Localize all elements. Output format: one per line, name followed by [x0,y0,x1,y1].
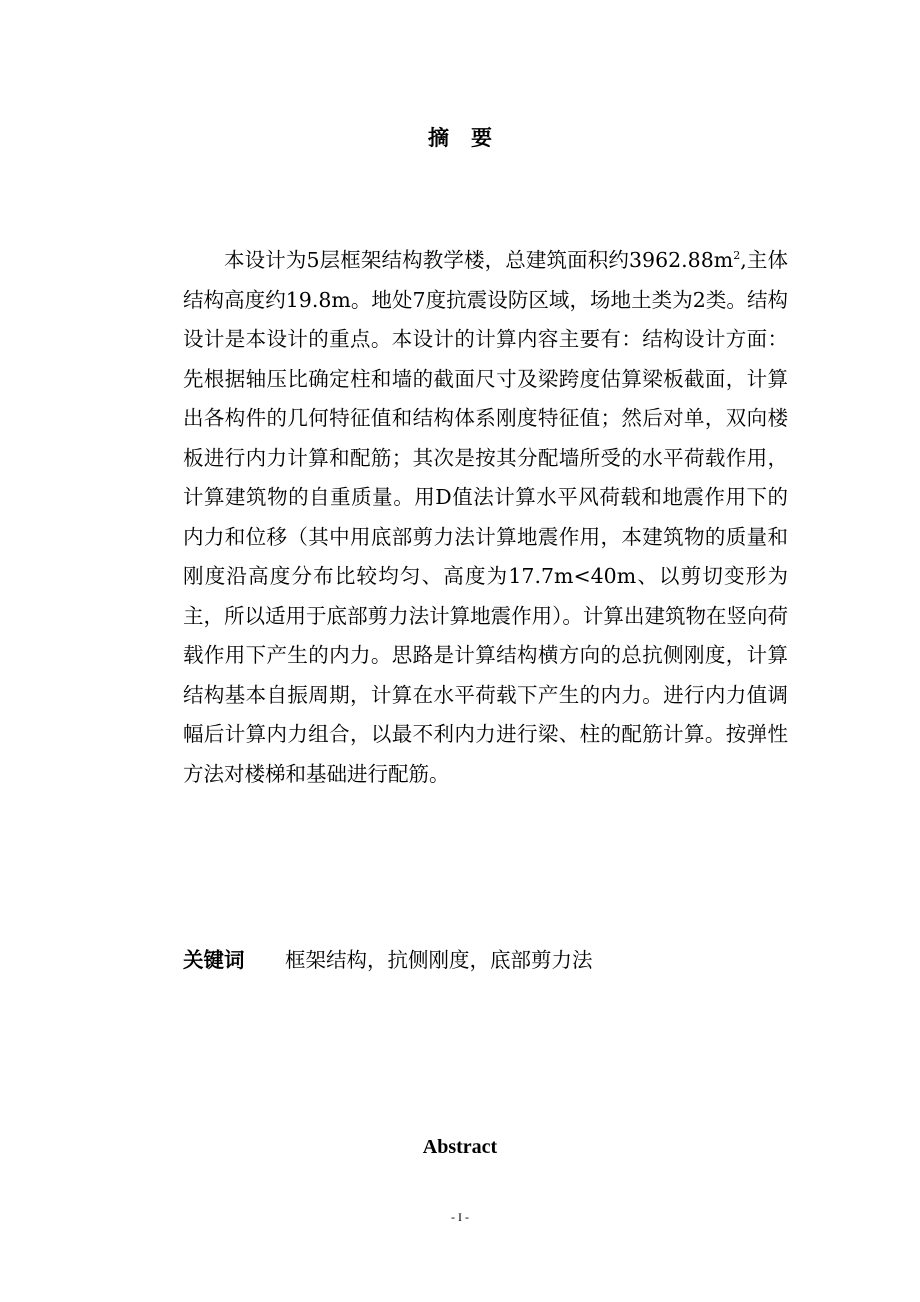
page-title: 摘要 [428,126,514,150]
keywords-label: 关键词 [183,948,245,972]
page-number: - I - [451,1210,469,1224]
abstract-paragraph [183,241,788,794]
keywords-value: 框架结构，抗侧刚度，底部剪力法 [285,948,593,972]
abstract-text-part-2: ,主体结构高度约19.8m。地处7度抗震设防区域，场地土类为2类。结构设计是本设计的重点。本设计的计算内容主要有：结构设计方面：先根据轴压比确定柱和墙的截面尺寸及梁跨度估算梁板截面，计算出各构件的几何特征值和结构体系刚度特征值；然后对单，双向楼板进行内力计算和配筋；其次是按其分配墙所受的水平荷载作用，计算建筑物的自重质量。用D值法计算水平风荷载和地震作用下的内力和位移（其中用底部剪力法计算地震作用，本建筑物的质量和刚度沿高度分布比较均匀、高度为17.7m<40m、以剪切变形为主，所以适用于底部剪力法计算地震作用）。计算出建筑物在竖向荷载作用下产生的内力。思路是计算结构横方向的总抗侧刚度，计算结构基本自振周期，计算在水平荷载下产生的内力。进行内力值调幅后计算内力组合，以最不利内力进行梁、柱的配筋计算。按弹性方法对楼梯和基础进行配筋。 [183,248,788,786]
superscript-two: 2 [733,249,741,263]
keywords-section [183,945,788,975]
english-abstract-heading: Abstract [422,1136,498,1158]
abstract-text-part-1: 本设计为5层框架结构教学楼，总建筑面积约3962.88m [224,248,734,272]
